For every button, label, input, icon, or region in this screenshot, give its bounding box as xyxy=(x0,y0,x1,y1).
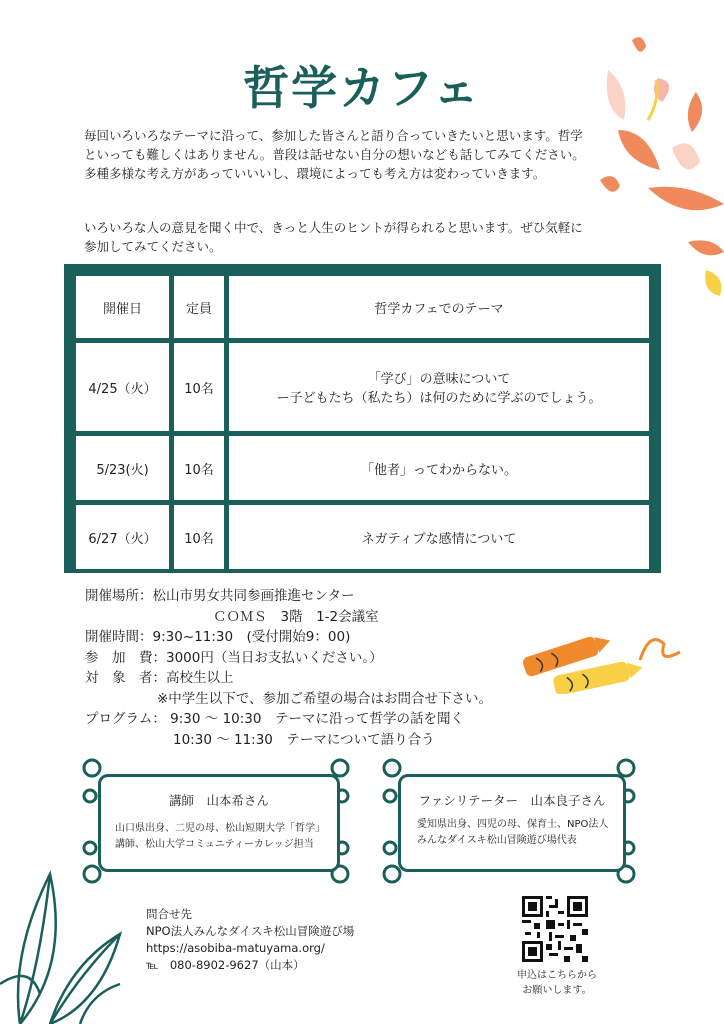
row-theme-line1: 「学び」の意味について xyxy=(367,372,511,387)
header-date: 開催日 xyxy=(76,276,169,338)
facilitator-box xyxy=(398,774,626,872)
schedule-table xyxy=(64,264,661,573)
row-date: 6/27（火） xyxy=(76,505,169,569)
row-capacity: 10名 xyxy=(174,343,224,431)
program-1: 9:30 ～ 10:30 テーマに沿って哲学の話を聞く xyxy=(170,711,464,727)
qr-caption-line2: お願いします。 xyxy=(522,985,592,996)
header-capacity: 定員 xyxy=(174,276,224,338)
row-capacity: 10名 xyxy=(174,436,224,500)
time: 9:30~11:30 (受付開始9：00) xyxy=(152,629,351,645)
program-2: 10:30 ～ 11:30 テーマについて語り合う xyxy=(173,731,435,748)
time-label: 開催時間： xyxy=(85,629,153,645)
contact-phone: ℡ 080-8902-9627（山本） xyxy=(146,958,305,972)
program-label: プログラム： xyxy=(85,711,166,727)
facilitator-bio: 愛知県出身、四児の母、保育士、NPO法人みんなダイスキ松山冒険遊び場代表 xyxy=(417,819,609,846)
row-date: 4/25（火） xyxy=(76,343,169,431)
intro-paragraph-2: いろいろな人の意見を聞く中で、きっと人生のヒントが得られると思います。ぜひ気軽に参加してみてください。 xyxy=(84,220,583,254)
lecturer-heading: 講師 山本希さん xyxy=(168,793,269,808)
leaves-icon xyxy=(0,864,140,1024)
row-date: 5/23(火) xyxy=(76,436,169,500)
table-header-row xyxy=(76,276,649,338)
venue: 松山市男女共同参画推進センター xyxy=(152,588,355,604)
venue-room: ＣＯＭＳ 3階 1-2会議室 xyxy=(213,608,379,625)
row-theme: 「他者」ってわからない。 xyxy=(229,436,649,500)
page-title: 哲学カフェ xyxy=(243,61,481,115)
table-row xyxy=(76,343,649,431)
contact-org: NPO法人みんなダイスキ松山冒険遊び場 xyxy=(146,924,355,938)
table-row xyxy=(76,505,649,569)
venue-label: 開催場所： xyxy=(85,588,153,604)
contact-label: 問合せ先 xyxy=(146,907,192,921)
row-theme: ネガティブな感情について xyxy=(229,505,649,569)
event-details xyxy=(85,586,492,750)
target: 高校生以上 xyxy=(166,670,234,686)
table-row xyxy=(76,436,649,500)
crayons-icon xyxy=(512,614,682,694)
lecturer-bio: 山口県出身、二児の母、松山短期大学「哲学」講師、松山大学コミュニティーカレッジ担当 xyxy=(115,823,320,850)
lecturer-box xyxy=(98,774,340,872)
target-note: ※中学生以下で、参加ご希望の場合はお問合せ下さい。 xyxy=(157,690,493,707)
facilitator-heading: ファシリテーター 山本良子さん xyxy=(418,793,606,808)
row-theme xyxy=(229,343,649,431)
target-label: 対 象 者： xyxy=(85,670,166,686)
qr-caption xyxy=(507,968,607,998)
row-capacity: 10名 xyxy=(174,505,224,569)
qr-code-icon[interactable] xyxy=(522,896,588,962)
contact-block xyxy=(146,906,354,974)
header-theme: 哲学カフェでのテーマ xyxy=(229,276,649,338)
fee-label: 参 加 費： xyxy=(85,649,166,666)
contact-url[interactable]: https://asobiba-matuyama.org/ xyxy=(146,941,325,955)
fee: 3000円（当日お支払いください。） xyxy=(166,649,383,666)
qr-caption-line1: 申込はこちらから xyxy=(517,970,597,981)
intro-paragraph-1: 毎回いろいろなテーマに沿って、参加した皆さんと語り合っていきたいと思います。哲学といっても難しくはありません。普段は話せない自分の想いなども話してみてください。多種多様な考え方があっていいいし、環境によっても考え方は変わっていきます。 xyxy=(84,128,585,181)
row-theme-line2: ー子どもたち（私たち）は何のために学ぶのでしょう。 xyxy=(276,391,602,406)
